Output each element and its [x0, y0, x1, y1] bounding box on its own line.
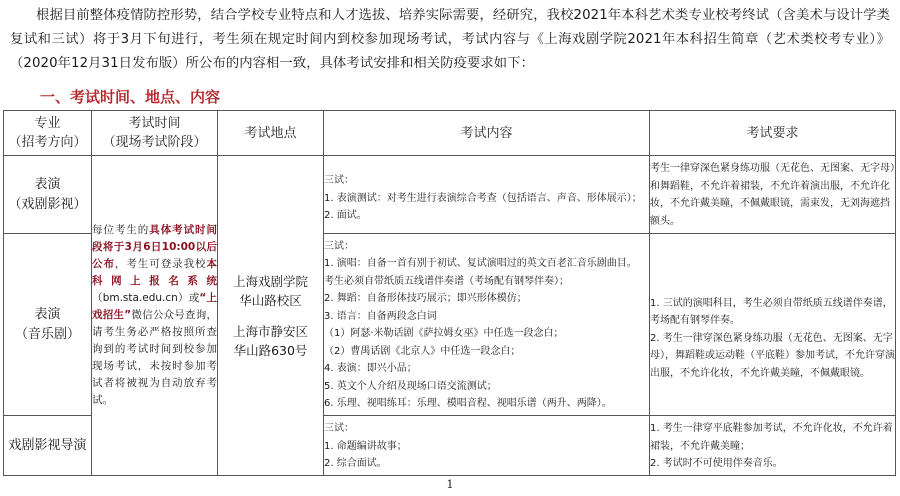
location-district: 上海市静安区	[232, 323, 308, 339]
table-row	[4, 156, 896, 234]
content-line: 4. 表演：即兴小品；	[324, 363, 417, 374]
page-number: 1	[446, 478, 454, 491]
content-line: 6. 乐理、视唱练耳：乐理、模唱音程、视唱乐谱（两升、两降）。	[324, 398, 612, 409]
location-school: 上海戏剧学院	[232, 273, 308, 289]
header-requirement: 考试要求	[650, 111, 896, 156]
content-line: （2）曹禺话剧《北京人》中任选一段念白；	[324, 345, 521, 357]
major-name: 表演	[34, 176, 61, 192]
content-line: 1. 表演测试：对考生进行表演综合考查（包括语言、声音、形体展示）；	[324, 192, 642, 204]
requirement-musical	[650, 234, 896, 416]
content-line: 考生必须自带纸质五线谱伴奏谱（考场配有钢琴伴奏）；	[324, 275, 569, 287]
content-line: 2. 综合面试。	[324, 458, 387, 470]
content-musical	[324, 234, 650, 416]
table-header-row	[4, 111, 896, 156]
header-content: 考试内容	[324, 111, 650, 156]
time-text: ，考生可登录我校	[114, 258, 207, 270]
major-direction: （戏剧影视）	[8, 196, 87, 212]
header-time-sub: （现场考试阶段）	[102, 135, 207, 150]
signup-system-name: 本科网上报名系统	[92, 258, 218, 287]
content-line: 1. 命题编讲故事；	[324, 440, 407, 452]
requirement-line: 2. 考生一律穿深色紧身练功服（无花色、无图案、无字母），舞蹈鞋或运动鞋（平底鞋）参加考试，不允许穿演出服，不允许化妆，不允许戴美瞳，不佩戴眼镜。	[650, 332, 895, 379]
major-directing	[4, 416, 92, 476]
content-directing	[324, 416, 650, 476]
time-text: 微信公众号查询，请考生务必严格按照所查询到的考试时间到校参加现场考试，未按时参加考试者将被视为自动放弃考试。	[92, 309, 217, 406]
requirement-line: 考生一律穿深色紧身练功服（无花色、无图案、无字母）和舞蹈鞋，不允许着裙装，不允许着演出服，不允许化妆，不允许戴美瞳，不佩戴眼镜，需束发，无刘海遮挡额头。	[650, 163, 895, 227]
header-major-sub: （招考方向）	[8, 135, 87, 150]
time-highlight: 具体考试时间段将于3月6日10:00以后公布	[92, 224, 217, 270]
content-line: 3. 语言：自备两段念白词	[324, 310, 437, 322]
location-address: 华山路630号	[233, 342, 308, 358]
major-name: 戏剧影视导演	[8, 437, 87, 453]
requirement-drama-film	[650, 156, 896, 234]
content-drama-film	[324, 156, 650, 234]
header-major-label: 专业	[34, 116, 61, 131]
requirement-line: 1. 考生一律穿平底鞋参加考试，不允许化妆，不允许着裙装，不允许戴美瞳；	[650, 423, 893, 452]
time-text: 或	[188, 292, 200, 304]
location-campus: 华山路校区	[239, 292, 302, 308]
major-drama-film	[4, 156, 92, 234]
time-text: 每位考生的	[92, 224, 150, 236]
header-location: 考试地点	[218, 111, 324, 156]
exam-time-cell	[92, 156, 218, 476]
content-line: 2. 舞蹈：自备形体技巧展示；即兴形体模仿；	[324, 293, 527, 304]
header-time-label: 考试时间	[128, 116, 181, 131]
major-musical	[4, 234, 92, 416]
content-line: 5. 英文个人介绍及现场口语交流测试；	[324, 380, 497, 392]
requirement-line: 2. 考试时不可使用伴奏音乐。	[650, 458, 783, 470]
wechat-account-name: “上戏招生”	[92, 292, 218, 321]
requirement-line: 1. 三试的演唱科目，考生必须自带纸质五线谱伴奏谱，考场配有钢琴伴奏。	[650, 297, 893, 327]
requirement-directing	[650, 416, 896, 476]
exam-schedule-table	[3, 110, 896, 476]
header-time	[92, 111, 218, 156]
content-line: 2. 面试。	[324, 210, 367, 222]
header-major	[4, 111, 92, 156]
content-line: 1. 演唱：自备一首有别于初试、复试演唱过的英文百老汇音乐剧曲目。	[324, 258, 637, 269]
major-name: 表演	[34, 306, 61, 322]
content-line: 三试：	[324, 423, 354, 435]
intro-paragraph: 根据目前整体疫情防控形势，结合学校专业特点和人才选拔、培养实际需要，经研究，我校2021年本科艺术类专业校考终试（含美术与设计学类复试和三试）将于3月下旬进行，考生须在规定时间内到校参加现场考试，考试内容与《上海戏剧学院2021年本科招生简章（艺术类校考专业）》（2020年12月31日发布版）所公布的内容相一致，具体考试安排和相关防疫要求如下：	[10, 8, 890, 71]
content-line: 三试：	[324, 240, 354, 252]
exam-location-cell	[218, 156, 324, 476]
major-direction: （音乐剧）	[14, 326, 80, 342]
content-line: （1）阿瑟·米勒话剧《萨拉姆女巫》中任选一段念白；	[324, 328, 564, 339]
signup-system-url: （bm.sta.edu.cn）	[92, 292, 189, 304]
content-line: 三试：	[324, 175, 354, 187]
section-title: 一、考试时间、地点、内容	[40, 88, 221, 106]
